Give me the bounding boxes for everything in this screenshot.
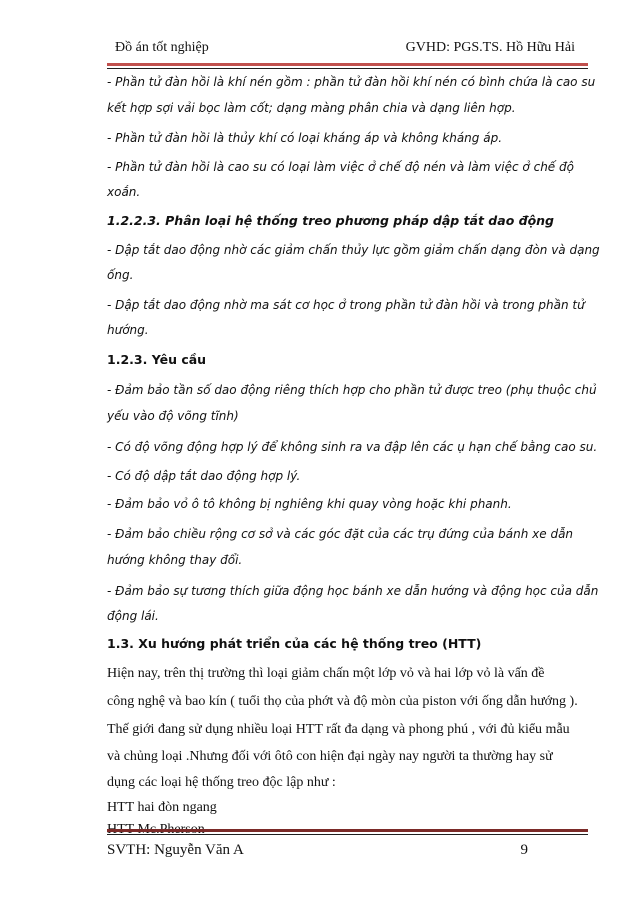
italic-line: xoắn. (107, 185, 141, 199)
body-line: Hiện nay, trên thị trường thì loại giảm chấn một lớp vỏ và hai lớp vỏ là vấn đề (107, 666, 545, 681)
italic-line: - Đảm bảo tần số dao động riêng thích hợp cho phần tử được treo (phụ thuộc chủ (107, 383, 597, 397)
italic-line: yếu vào độ võng tĩnh) (107, 409, 239, 423)
italic-line: động lái. (107, 609, 159, 623)
footer-rule (107, 829, 588, 832)
body-line: và chủng loại .Nhưng đối với ôtô con hiện đại ngày nay người ta thường hay sử (107, 749, 553, 764)
italic-line: - Đảm bảo chiều rộng cơ sở và các góc đặt của các trụ đứng của bánh xe dẫn (107, 527, 574, 541)
body-line: dụng các loại hệ thống treo độc lập như : (107, 775, 336, 790)
italic-line: - Có độ dập tắt dao động hợp lý. (107, 469, 301, 483)
italic-line: - Phần tử đàn hồi là thủy khí có loại kháng áp và không kháng áp. (107, 131, 503, 145)
italic-line: - Phần tử đàn hồi là khí nén gồm : phần tử đàn hồi khí nén có bình chứa là cao su (107, 75, 596, 89)
italic-line: hướng. (107, 323, 149, 337)
header-rule-thin (107, 68, 588, 69)
section-heading: 1.3. Xu hướng phát triển của các hệ thống treo (HTT) (107, 636, 482, 651)
italic-line: - Có độ võng động hợp lý để không sinh ra va đập lên các ụ hạn chế bằng cao su. (107, 440, 598, 454)
page-number: 9 (520, 842, 528, 858)
italic-line: - Phần tử đàn hồi là cao su có loại làm việc ở chế độ nén và làm việc ở chế độ (107, 160, 574, 174)
body-line: Thế giới đang sử dụng nhiều loại HTT rất đa dạng và phong phú , với đủ kiểu mẫu (107, 722, 570, 737)
italic-line: - Đảm bảo vỏ ô tô không bị nghiêng khi quay vòng hoặc khi phanh. (107, 497, 512, 511)
italic-line: ống. (107, 268, 134, 282)
italic-line: kết hợp sợi vải bọc làm cốt; dạng màng phân chia và dạng liên hợp. (107, 101, 516, 115)
italic-line: - Đảm bảo sự tương thích giữa động học bánh xe dẫn hướng và động học của dẫn (107, 584, 599, 598)
italic-line: - Dập tắt dao động nhờ ma sát cơ học ở trong phần tử đàn hồi và trong phần tử (107, 298, 585, 312)
page-header (107, 40, 578, 60)
body-line: công nghệ và bao kín ( tuổi thọ của phớt và độ mòn của piston với ống dẫn hướng ). (107, 694, 578, 709)
italic-line: hướng không thay đổi. (107, 553, 243, 567)
header-advisor: GVHD: PGS.TS. Hồ Hữu Hải (405, 40, 575, 55)
italic-line: - Dập tắt dao động nhờ các giảm chấn thủy lực gồm giảm chấn dạng đòn và dạng (107, 243, 600, 257)
header-rule (107, 63, 588, 66)
footer-rule-thin (107, 834, 588, 835)
header-title: Đồ án tốt nghiệp (115, 40, 209, 55)
page-footer (107, 842, 578, 862)
body-line: HTT hai đòn ngang (107, 800, 217, 815)
section-heading: 1.2.2.3. Phân loại hệ thống treo phương pháp dập tắt dao động (107, 213, 555, 228)
section-heading: 1.2.3. Yêu cầu (107, 352, 207, 367)
footer-student: SVTH: Nguyễn Văn A (107, 842, 244, 858)
